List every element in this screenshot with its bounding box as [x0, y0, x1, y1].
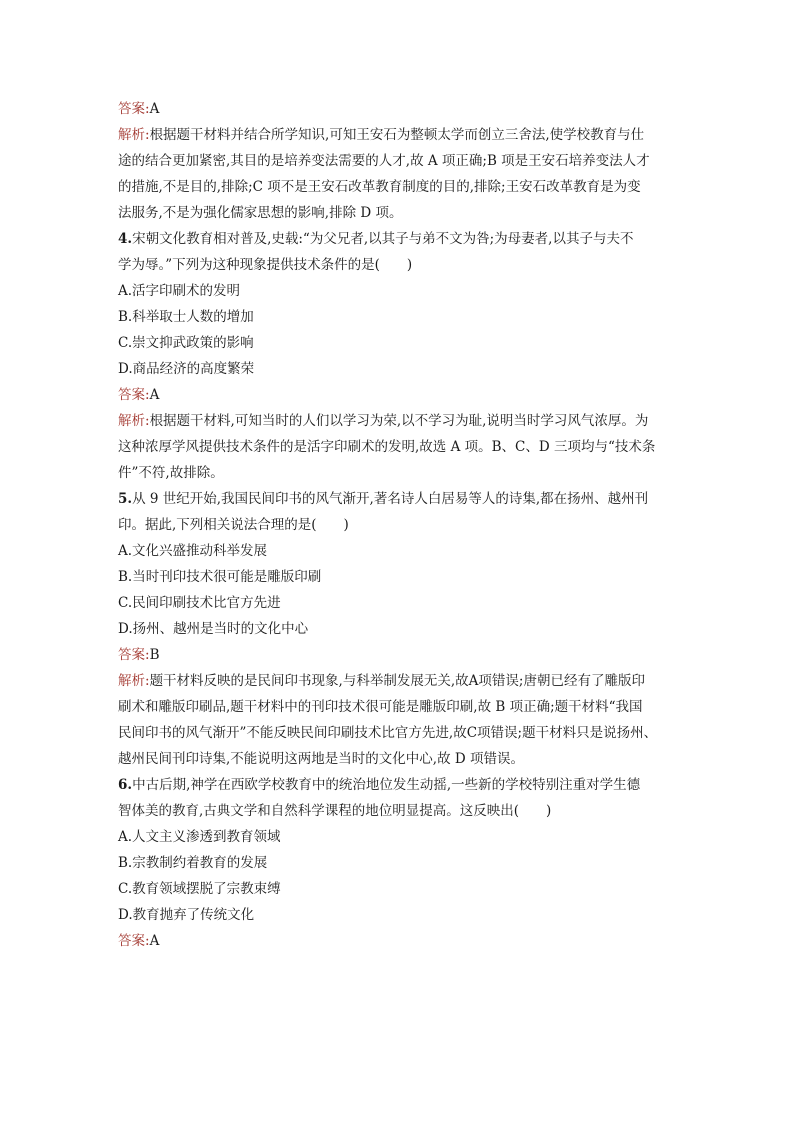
question-stem-line: 智体美的教育,古典文学和自然科学课程的地位明显提高。这反映出( ) [118, 803, 552, 819]
option-a: A.文化兴盛推动科举发展 [118, 543, 268, 559]
answer-label: 答案: [118, 933, 150, 949]
answer-label: 答案: [118, 101, 150, 117]
answer-label: 答案: [118, 647, 150, 663]
analysis-line: 民间印书的风气渐开”不能反映民间印刷技术比官方先进,故C项错误;题干材料只是说扬州、 [118, 725, 658, 741]
answer-value: A [149, 387, 160, 403]
option-a: A.活字印刷术的发明 [118, 283, 241, 299]
answer-value: A [149, 101, 160, 117]
question-stem [118, 486, 680, 512]
option-b: B.宗教制约着教育的发展 [118, 855, 268, 871]
analysis-label: 解析: [118, 127, 150, 143]
analysis-text: 题干材料反映的是民间印书现象,与科举制发展无关,故A项错误;唐朝已经有了雕版印 [149, 673, 645, 689]
question-stem [118, 226, 680, 252]
option-a: A.人文主义渗透到教育领域 [118, 829, 281, 845]
answer-value: B [149, 647, 160, 663]
answer-line [118, 928, 680, 954]
option-c: C.教育领域摆脱了宗教束缚 [118, 881, 281, 897]
analysis-line: 刷术和雕版印刷品,题干材料中的刊印技术很可能是雕版印刷,故 B 项正确;题干材料“我国 [118, 699, 643, 715]
question-text: 从 9 世纪开始,我国民间印书的风气渐开,著名诗人白居易等人的诗集,都在扬州、越州刊 [132, 491, 649, 507]
answer-label: 答案: [118, 387, 150, 403]
option-d: D.商品经济的高度繁荣 [118, 361, 255, 377]
analysis-line: 途的结合更加紧密,其目的是培养变法需要的人才,故 A 项正确;B 项是王安石培养变法人才 [118, 153, 650, 169]
analysis-text: 根据题干材料并结合所学知识,可知王安石为整顿太学而创立三舍法,使学校教育与仕 [149, 127, 645, 143]
analysis-line: 这种浓厚学风提供技术条件的是活字印刷术的发明,故选 A 项。B、C、D 三项均与“技术条 [118, 439, 656, 455]
analysis-label: 解析: [118, 413, 150, 429]
question-number: 4. [118, 231, 133, 247]
document-page [118, 96, 680, 954]
analysis-label: 解析: [118, 673, 150, 689]
question-text: 中古后期,神学在西欧学校教育中的统治地位发生动摇,一些新的学校特别注重对学生德 [132, 777, 641, 793]
option-b: B.当时刊印技术很可能是雕版印刷 [118, 569, 322, 585]
analysis-line [118, 408, 680, 434]
question-stem [118, 772, 680, 798]
analysis-line: 的措施,不是目的,排除;C 项不是王安石改革教育制度的目的,排除;王安石改革教育是为变 [118, 179, 641, 195]
answer-line [118, 382, 680, 408]
analysis-line: 件”不符,故排除。 [118, 465, 224, 481]
option-d: D.扬州、越州是当时的文化中心 [118, 621, 309, 637]
analysis-line: 越州民间刊印诗集,不能说明这两地是当时的文化中心,故 D 项错误。 [118, 751, 524, 767]
question-number: 5. [118, 491, 133, 507]
analysis-line: 法服务,不是为强化儒家思想的影响,排除 D 项。 [118, 205, 403, 221]
analysis-line [118, 122, 680, 148]
answer-value: A [149, 933, 160, 949]
option-b: B.科举取士人数的增加 [118, 309, 254, 325]
option-c: C.崇文抑武政策的影响 [118, 335, 254, 351]
analysis-line [118, 668, 680, 694]
answer-line [118, 642, 680, 668]
analysis-text: 根据题干材料,可知当时的人们以学习为荣,以不学习为耻,说明当时学习风气浓厚。为 [149, 413, 649, 429]
question-stem-line: 印。据此,下列相关说法合理的是( ) [118, 517, 349, 533]
option-c: C.民间印刷技术比官方先进 [118, 595, 281, 611]
option-d: D.教育抛弃了传统文化 [118, 907, 255, 923]
question-text: 宋朝文化教育相对普及,史载:“为父兄者,以其子与弟不文为咎;为母妻者,以其子与夫不 [132, 231, 634, 247]
answer-line [118, 96, 680, 122]
question-number: 6. [118, 777, 133, 793]
question-stem-line: 学为辱。”下列为这种现象提供技术条件的是( ) [118, 257, 413, 273]
